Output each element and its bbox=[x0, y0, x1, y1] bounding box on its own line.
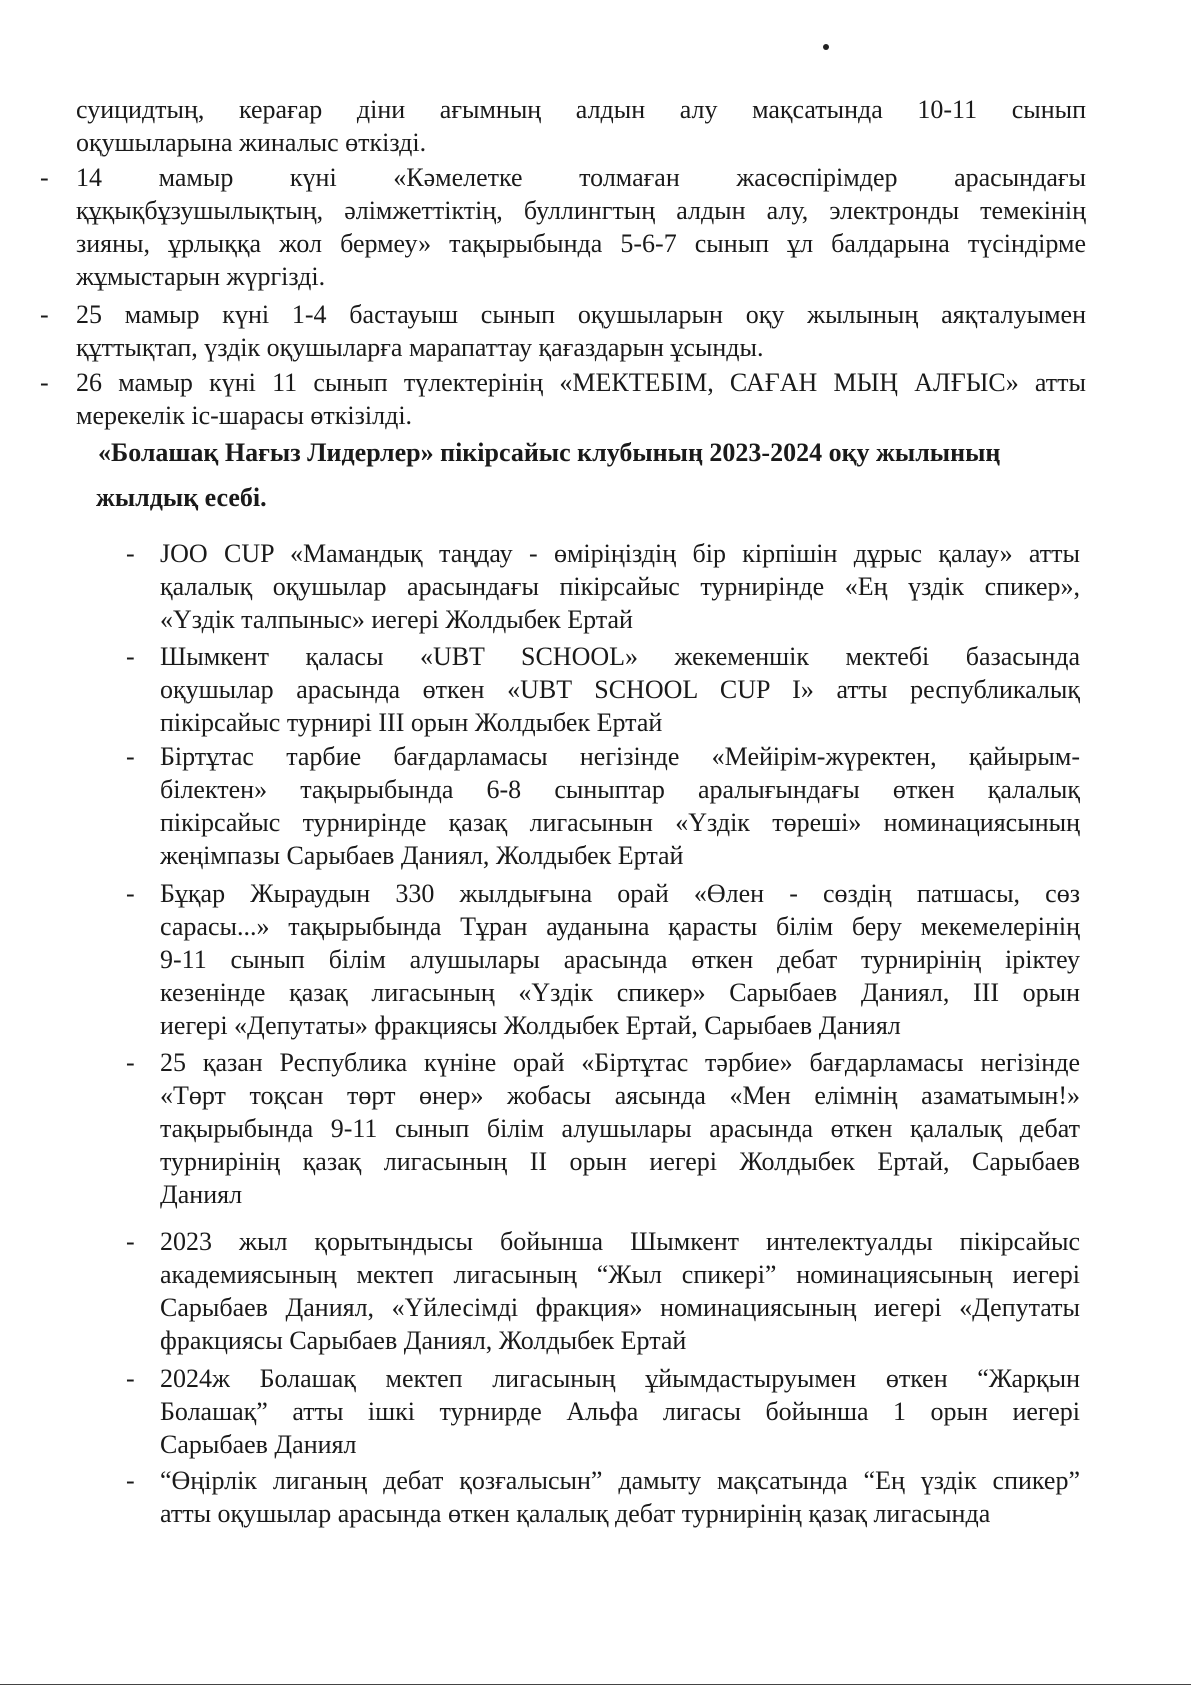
list_items-item bbox=[126, 537, 1080, 636]
list-dash: - bbox=[40, 368, 49, 397]
top_items-item bbox=[40, 298, 1086, 364]
list-dash: - bbox=[126, 879, 135, 908]
list_items-item bbox=[126, 877, 1080, 1042]
text-line: 26 мамыр күні 11 сынып түлектерінің «МЕКТЕБІМ, САҒАН МЫҢ АЛҒЫС» атты bbox=[76, 368, 1086, 397]
list_items-item bbox=[126, 740, 1080, 872]
text-line: 2024ж Болашақ мектеп лигасының ұйымдастыруымен өткен “Жарқын bbox=[160, 1364, 1080, 1393]
top_items-item bbox=[76, 93, 1086, 159]
text-line: құқықбұзушылықтың, әлімжеттіктің, буллингтың алдын алу, электронды темекінің bbox=[76, 196, 1086, 225]
list-dash: - bbox=[40, 300, 49, 329]
text-line: құттықтап, үздік оқушыларға марапаттау қағаздарын ұсынды. bbox=[76, 333, 764, 362]
text-line: оқушыларына жиналыс өткізді. bbox=[76, 128, 427, 157]
list_items-item bbox=[126, 1464, 1080, 1530]
text-line: қалалық оқушылар арасындағы пікірсайыс турнирінде «Ең үздік спикер», bbox=[160, 572, 1080, 601]
text-line: «Үздік талпыныс» иегері Жолдыбек Ертай bbox=[160, 605, 633, 634]
text-line: мерекелік іс-шарасы өткізілді. bbox=[76, 401, 413, 430]
text-line: 25 қазан Республика күніне орай «Біртұтас тәрбие» бағдарламасы негізінде bbox=[160, 1048, 1080, 1077]
text-line: Сарыбаев Даниял, «Үйлесімді фракция» номинациясының иегері «Депутаты bbox=[160, 1293, 1080, 1322]
list-dash: - bbox=[126, 1227, 135, 1256]
list-dash: - bbox=[126, 642, 135, 671]
text-line: суицидтың, керағар діни ағымның алдын алу мақсатында 10-11 сынып bbox=[76, 95, 1086, 124]
list_items-item bbox=[126, 1225, 1080, 1357]
text-line: JOO CUP «Мамандық таңдау - өміріңіздің бір кірпішін дұрыс қалау» атты bbox=[160, 539, 1080, 568]
text-line: атты оқушылар арасында өткен қалалық дебат турнирінің қазақ лигасында bbox=[160, 1499, 991, 1528]
list-dash: - bbox=[126, 1466, 135, 1495]
text-line: Шымкент қаласы «UBT SCHOOL» жекеменшік мектебі базасында bbox=[160, 642, 1080, 671]
text-line: пікірсайыс турнирінде қазақ лигасынын «Үздік төреші» номинациясының bbox=[160, 808, 1080, 837]
text-line: пікірсайыс турнирі III орын Жолдыбек Ертай bbox=[160, 708, 663, 737]
text-line: жұмыстарын жүргізді. bbox=[76, 262, 326, 291]
list-dash: - bbox=[126, 1048, 135, 1077]
text-line: Болашақ” атты ішкі турнирде Альфа лигасы бойынша 1 орын иегері bbox=[160, 1397, 1080, 1426]
text-line: Даниял bbox=[160, 1180, 243, 1209]
list-dash: - bbox=[40, 163, 49, 192]
text-line: Сарыбаев Даниял bbox=[160, 1430, 357, 1459]
list-dash: - bbox=[126, 539, 135, 568]
text-line: зияны, ұрлыққа жол бермеу» тақырыбында 5-6-7 сынып ұл балдарына түсіндірме bbox=[76, 229, 1086, 258]
text-line: 9-11 сынып білім алушылары арасында өткен дебат турнирінің іріктеу bbox=[160, 945, 1080, 974]
text-line: білектен» тақырыбында 6-8 сыныптар аралығындағы өткен қалалық bbox=[160, 775, 1080, 804]
text-line: сарасы...» тақырыбында Тұран ауданына қарасты білім беру мекемелерінің bbox=[160, 912, 1080, 941]
scan-speck bbox=[823, 44, 829, 50]
text-line: Біртұтас тарбие бағдарламасы негізінде «Мейірім-жүректен, қайырым- bbox=[160, 742, 1080, 771]
text-line: 14 мамыр күні «Кәмелетке толмаған жасөспірімдер арасындағы bbox=[76, 163, 1086, 192]
report-heading-line-2: жылдық есебі. bbox=[96, 483, 267, 512]
text-line: оқушылар арасында өткен «UBT SCHOOL CUP I» атты республикалық bbox=[160, 675, 1080, 704]
text-line: жеңімпазы Сарыбаев Даниял, Жолдыбек Ертай bbox=[160, 841, 684, 870]
text-line: Бұқар Жыраудын 330 жылдығына орай «Өлен - сөздің патшасы, сөз bbox=[160, 879, 1080, 908]
list-dash: - bbox=[126, 1364, 135, 1393]
text-line: “Өңірлік лиганың дебат қозғалысын” дамыту мақсатында “Ең үздік спикер” bbox=[160, 1466, 1080, 1495]
text-line: кезенінде қазақ лигасының «Үздік спикер» Сарыбаев Даниял, III орын bbox=[160, 978, 1080, 1007]
list_items-item bbox=[126, 1362, 1080, 1461]
text-line: «Төрт тоқсан төрт өнер» жобасы аясында «Мен елімнің азаматымын!» bbox=[160, 1081, 1080, 1110]
text-line: фракциясы Сарыбаев Даниял, Жолдыбек Ертай bbox=[160, 1326, 687, 1355]
list_items-item bbox=[126, 640, 1080, 739]
list-dash: - bbox=[126, 742, 135, 771]
report-heading-line-1: «Болашақ Нағыз Лидерлер» пікірсайыс клубының 2023-2024 оқу жылының bbox=[98, 438, 1001, 467]
top_items-item bbox=[40, 366, 1086, 432]
text-line: тақырыбында 9-11 сынып білім алушылары арасында өткен қалалық дебат bbox=[160, 1114, 1080, 1143]
top_items-item bbox=[40, 161, 1086, 293]
text-line: 25 мамыр күні 1-4 бастауыш сынып оқушыларын оқу жылының аяқталуымен bbox=[76, 300, 1086, 329]
text-line: иегері «Депутаты» фракциясы Жолдыбек Ертай, Сарыбаев Даниял bbox=[160, 1011, 901, 1040]
text-line: академиясының мектеп лигасының “Жыл спикері” номинациясының иегері bbox=[160, 1260, 1080, 1289]
text-line: 2023 жыл қорытындысы бойынша Шымкент интелектуалды пікірсайыс bbox=[160, 1227, 1080, 1256]
list_items-item bbox=[126, 1046, 1080, 1211]
text-line: турнирінің қазақ лигасының II орын иегері Жолдыбек Ертай, Сарыбаев bbox=[160, 1147, 1080, 1176]
